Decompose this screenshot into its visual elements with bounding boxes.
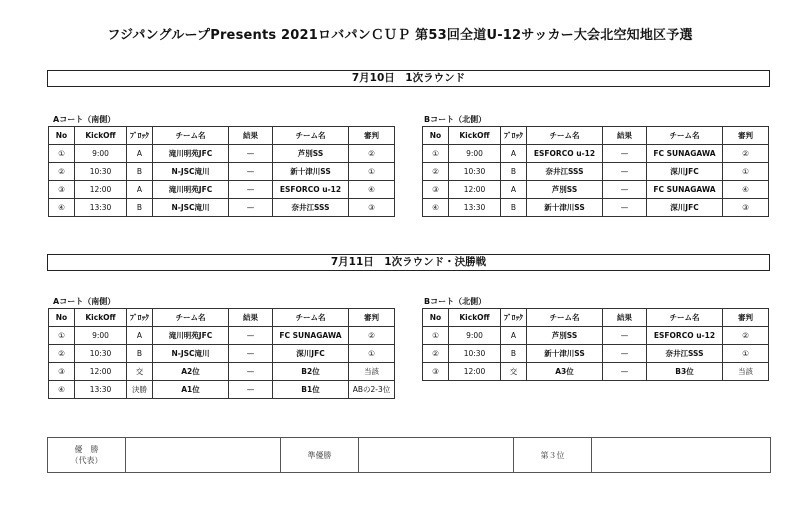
header-team-away: チーム名 [647, 309, 723, 327]
cell-referee: ② [723, 327, 769, 345]
cell-kickoff: 12:00 [75, 363, 127, 381]
cell-referee: ③ [723, 199, 769, 217]
table-row [49, 199, 395, 217]
winner-label [48, 438, 126, 473]
day2-court-b-label: Bコート（北側） [424, 297, 487, 306]
header-team-home: チーム名 [527, 127, 603, 145]
cell-match-no: ① [49, 145, 75, 163]
header-team-away: チーム名 [273, 309, 349, 327]
cell-referee: ① [723, 345, 769, 363]
header-kickoff: KickOff [75, 309, 127, 327]
cell-match-no: ① [49, 327, 75, 345]
cell-team-home: 滝川明苑JFC [153, 181, 229, 199]
header-referee: 審判 [723, 309, 769, 327]
cell-block: 決勝 [127, 381, 153, 399]
table-row [49, 145, 395, 163]
cell-referee: ② [723, 145, 769, 163]
day1-court-b-label: Bコート（北側） [424, 115, 487, 124]
cell-team-home: 芦別SS [527, 327, 603, 345]
cell-kickoff: 10:30 [449, 345, 501, 363]
table-row [423, 181, 769, 199]
header-block: ﾌﾞﾛｯｸ [501, 127, 527, 145]
header-referee: 審判 [349, 127, 395, 145]
cell-team-away: 深川JFC [273, 345, 349, 363]
cell-kickoff: 9:00 [449, 145, 501, 163]
header-match-no: No [49, 309, 75, 327]
cell-kickoff: 9:00 [75, 145, 127, 163]
table-row [423, 199, 769, 217]
runner-up-label: 準優勝 [281, 438, 359, 473]
table-row [423, 145, 769, 163]
cell-kickoff: 10:30 [75, 345, 127, 363]
cell-result: — [229, 181, 273, 199]
header-block: ﾌﾞﾛｯｸ [127, 127, 153, 145]
header-result: 結果 [229, 309, 273, 327]
table-row [423, 345, 769, 363]
cell-referee: ② [349, 327, 395, 345]
header-team-home: チーム名 [153, 127, 229, 145]
cell-team-home: A2位 [153, 363, 229, 381]
cell-result: — [229, 327, 273, 345]
cell-team-home: N-JSC滝川 [153, 345, 229, 363]
third-place-label: 第３位 [514, 438, 592, 473]
day1-banner: 7月10日 1次ラウンド [47, 70, 770, 87]
header-team-home: チーム名 [153, 309, 229, 327]
cell-team-away: 新十津川SS [273, 163, 349, 181]
cell-result: — [603, 181, 647, 199]
day1-court-a-table [48, 126, 395, 217]
cell-block: B [501, 163, 527, 181]
cell-referee: ④ [723, 181, 769, 199]
cell-match-no: ② [423, 345, 449, 363]
page-title: フジパングループPresents 2021ロバパンＣＵＰ 第53回全道U-12サッカー大会北空知地区予選 [107, 28, 693, 43]
cell-match-no: ③ [423, 181, 449, 199]
cell-team-away: 深川JFC [647, 163, 723, 181]
cell-block: B [501, 345, 527, 363]
cell-team-away: FC SUNAGAWA [647, 181, 723, 199]
cell-block: 交 [127, 363, 153, 381]
table-row [49, 363, 395, 381]
winner-label-sub: （代表） [70, 456, 103, 465]
cell-team-home: 滝川明苑JFC [153, 327, 229, 345]
cell-result: — [229, 363, 273, 381]
cell-kickoff: 13:30 [75, 199, 127, 217]
cell-team-away: 深川JFC [647, 199, 723, 217]
table-row [423, 327, 769, 345]
cell-team-away: 奈井江SSS [647, 345, 723, 363]
cell-team-away: 芦別SS [273, 145, 349, 163]
header-result: 結果 [603, 127, 647, 145]
cell-team-away: B3位 [647, 363, 723, 381]
cell-result: — [603, 363, 647, 381]
header-match-no: No [423, 127, 449, 145]
cell-referee: 当該 [349, 363, 395, 381]
cell-team-home: 芦別SS [527, 181, 603, 199]
cell-match-no: ② [423, 163, 449, 181]
day2-court-a-label: Aコート（南側） [53, 297, 116, 306]
cell-team-home: A3位 [527, 363, 603, 381]
cell-block: B [127, 163, 153, 181]
header-referee: 審判 [723, 127, 769, 145]
cell-team-home: A1位 [153, 381, 229, 399]
cell-team-home: 奈井江SSS [527, 163, 603, 181]
cell-match-no: ① [423, 327, 449, 345]
cell-result: — [603, 145, 647, 163]
cell-referee: ④ [349, 181, 395, 199]
day2-court-a-table [48, 308, 395, 399]
cell-kickoff: 13:30 [449, 199, 501, 217]
cell-block: B [127, 199, 153, 217]
cell-match-no: ④ [423, 199, 449, 217]
table-row [49, 181, 395, 199]
cell-team-home: ESFORCO u-12 [527, 145, 603, 163]
day2-court-b-table [422, 308, 769, 381]
header-match-no: No [423, 309, 449, 327]
cell-result: — [229, 163, 273, 181]
cell-team-away: 奈井江SSS [273, 199, 349, 217]
cell-block: A [127, 327, 153, 345]
cell-kickoff: 10:30 [449, 163, 501, 181]
header-result: 結果 [229, 127, 273, 145]
header-block: ﾌﾞﾛｯｸ [501, 309, 527, 327]
day1-court-a-label: Aコート（南側） [53, 115, 116, 124]
header-kickoff: KickOff [75, 127, 127, 145]
cell-team-home: 滝川明苑JFC [153, 145, 229, 163]
results-table [47, 437, 771, 473]
header-result: 結果 [603, 309, 647, 327]
cell-block: A [127, 145, 153, 163]
cell-result: — [603, 163, 647, 181]
runner-up-cell [359, 438, 514, 473]
cell-block: B [501, 199, 527, 217]
cell-kickoff: 12:00 [449, 181, 501, 199]
cell-kickoff: 10:30 [75, 163, 127, 181]
cell-result: — [229, 199, 273, 217]
table-row [49, 327, 395, 345]
winner-label-text: 優 勝 [74, 445, 99, 454]
cell-team-away: B1位 [273, 381, 349, 399]
header-block: ﾌﾞﾛｯｸ [127, 309, 153, 327]
cell-team-away: ESFORCO u-12 [273, 181, 349, 199]
cell-block: A [501, 327, 527, 345]
cell-kickoff: 12:00 [449, 363, 501, 381]
table-row [49, 345, 395, 363]
cell-result: — [229, 145, 273, 163]
header-kickoff: KickOff [449, 127, 501, 145]
cell-block: B [127, 345, 153, 363]
cell-team-away: ESFORCO u-12 [647, 327, 723, 345]
winner-cell [126, 438, 281, 473]
header-kickoff: KickOff [449, 309, 501, 327]
third-place-cell [592, 438, 771, 473]
cell-match-no: ② [49, 163, 75, 181]
cell-kickoff: 9:00 [449, 327, 501, 345]
header-team-home: チーム名 [527, 309, 603, 327]
cell-referee: ② [349, 145, 395, 163]
cell-referee: ① [349, 345, 395, 363]
cell-kickoff: 9:00 [75, 327, 127, 345]
cell-team-home: N-JSC滝川 [153, 163, 229, 181]
header-referee: 審判 [349, 309, 395, 327]
cell-referee: ① [349, 163, 395, 181]
cell-block: A [127, 181, 153, 199]
cell-result: — [229, 381, 273, 399]
cell-referee: ③ [349, 199, 395, 217]
table-row [423, 363, 769, 381]
table-row [423, 163, 769, 181]
day2-banner: 7月11日 1次ラウンド・決勝戦 [47, 254, 770, 271]
cell-team-home: N-JSC滝川 [153, 199, 229, 217]
cell-result: — [229, 345, 273, 363]
cell-team-home: 新十津川SS [527, 199, 603, 217]
cell-result: — [603, 199, 647, 217]
cell-match-no: ④ [49, 381, 75, 399]
cell-result: — [603, 327, 647, 345]
table-row [49, 163, 395, 181]
cell-match-no: ③ [49, 363, 75, 381]
cell-match-no: ③ [423, 363, 449, 381]
table-row [49, 381, 395, 399]
cell-team-away: FC SUNAGAWA [273, 327, 349, 345]
cell-block: A [501, 181, 527, 199]
header-team-away: チーム名 [273, 127, 349, 145]
cell-result: — [603, 345, 647, 363]
cell-kickoff: 12:00 [75, 181, 127, 199]
cell-team-home: 新十津川SS [527, 345, 603, 363]
header-team-away: チーム名 [647, 127, 723, 145]
cell-referee: ① [723, 163, 769, 181]
cell-match-no: ② [49, 345, 75, 363]
cell-team-away: FC SUNAGAWA [647, 145, 723, 163]
cell-team-away: B2位 [273, 363, 349, 381]
cell-block: A [501, 145, 527, 163]
cell-referee: 当該 [723, 363, 769, 381]
cell-block: 交 [501, 363, 527, 381]
cell-match-no: ① [423, 145, 449, 163]
cell-kickoff: 13:30 [75, 381, 127, 399]
cell-referee: ABの2-3位 [349, 381, 395, 399]
header-match-no: No [49, 127, 75, 145]
cell-match-no: ④ [49, 199, 75, 217]
day1-court-b-table [422, 126, 769, 217]
cell-match-no: ③ [49, 181, 75, 199]
